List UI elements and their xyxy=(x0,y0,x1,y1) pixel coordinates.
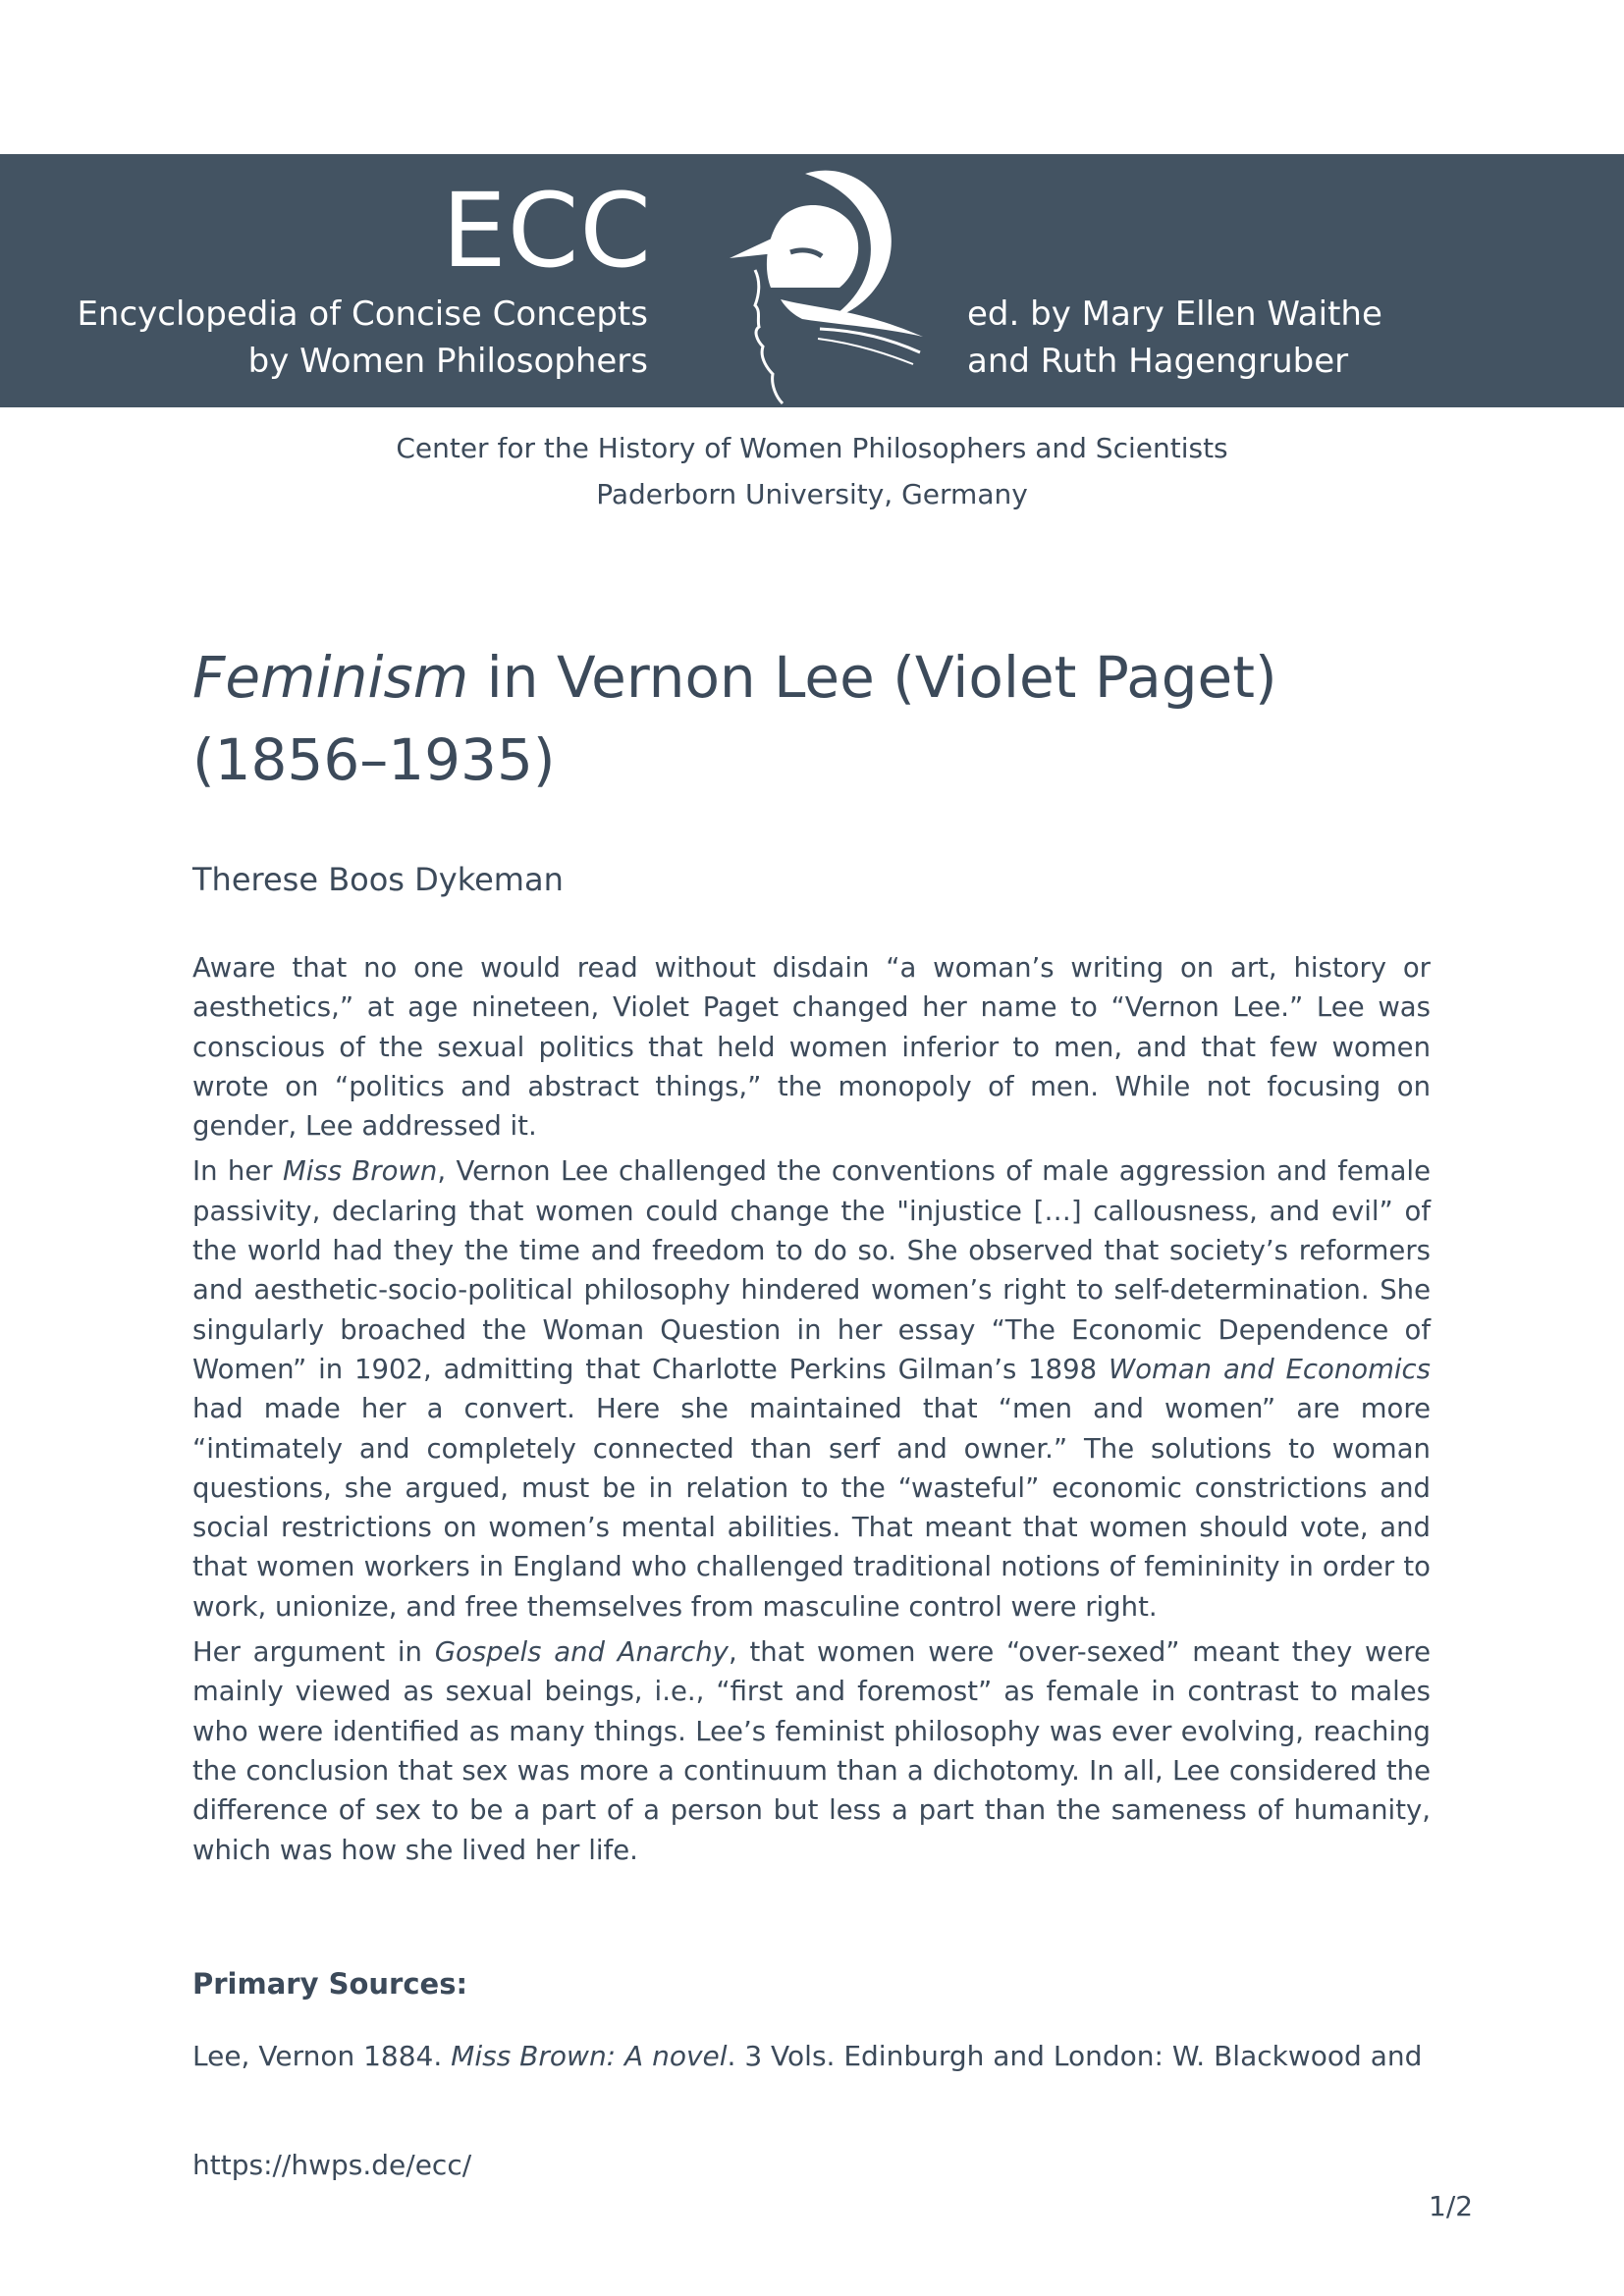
ecc-logo-text: ECC xyxy=(442,171,652,291)
italic-text-run: Miss Brown: A novel xyxy=(451,2040,728,2072)
article-author: Therese Boos Dykeman xyxy=(192,861,564,898)
text-run: , that women were “over-sexed” meant they were mainly viewed as sexual beings, i.e., “first and foremost” as female in contrast to males who were identified as many things. Lee’s feminist philosophy was ever evolving, reaching the conclusion that sex was more a continuum than a dichotomy. In all, Lee considered the difference of sex to be a part of a person but less a part than the sameness of humanity, which was how she lived her life. xyxy=(192,1636,1431,1866)
text-run: In her xyxy=(192,1155,283,1188)
article-title-rest: in Vernon Lee (Violet Paget) (1856–1935) xyxy=(192,644,1277,793)
article-body xyxy=(192,948,1431,1876)
institution-place: Paderborn University, Germany xyxy=(596,478,1028,510)
article-title-italic: Feminism xyxy=(192,644,469,711)
italic-text-run: Miss Brown xyxy=(283,1155,438,1188)
text-run: Lee, Vernon 1884. xyxy=(192,2040,452,2072)
primary-sources-heading: Primary Sources: xyxy=(192,1967,468,2001)
text-run: had made her a convert. Here she maintained that “men and women” are more “intimately and completely connected than serf and owner.” The solutions to woman questions, she argued, must be in relation to the “wasteful” economic constrictions and social restrictions on women’s mental abilities. That meant that women should vote, and that women workers in England who challenged traditional notions of femininity in order to work, unionize, and free themselves from masculine control were right. xyxy=(192,1393,1431,1623)
athena-helmet-profile-icon xyxy=(712,162,928,407)
institution-name: Center for the History of Women Philosophers and Scientists xyxy=(396,432,1228,464)
body-paragraph xyxy=(192,948,1431,1146)
text-run: . 3 Vols. Edinburgh and London: W. Blackwood and xyxy=(727,2040,1423,2072)
footer-url-link[interactable]: https://hwps.de/ecc/ xyxy=(192,2149,472,2181)
page-number: 1/2 xyxy=(1429,2190,1474,2222)
text-run: Aware that no one would read without disdain “a woman’s writing on art, history or aesthetics,” at age nineteen, Violet Paget changed her name to “Vernon Lee.” Lee was conscious of the sexual politics that held women inferior to men, and that few women wrote on “politics and abstract things,” the monopoly of men. While not focusing on gender, Lee addressed it. xyxy=(192,952,1431,1143)
body-paragraph xyxy=(192,1151,1431,1627)
body-paragraph xyxy=(192,1632,1431,1870)
text-run: , Vernon Lee challenged the conventions of male aggression and female passivity, declaring that women could change the "injustice […] callousness, and evil” of the world had they the time and freedom to do so. She observed that society’s reformers and aesthetic-socio-political philosophy hindered women’s right to self-determination. She singularly broached the Woman Question in her essay “The Economic Dependence of Women” in 1902, admitting that Charlotte Perkins Gilman’s 1898 xyxy=(192,1155,1431,1385)
series-title-line-2: by Women Philosophers xyxy=(247,342,648,381)
article-title xyxy=(192,636,1371,801)
source-entry xyxy=(192,2040,1431,2072)
editors-line-2: and Ruth Hagengruber xyxy=(967,342,1349,381)
italic-text-run: Gospels and Anarchy xyxy=(434,1636,729,1669)
italic-text-run: Woman and Economics xyxy=(1109,1353,1431,1385)
text-run: Her argument in xyxy=(192,1636,435,1669)
series-title-line-1: Encyclopedia of Concise Concepts xyxy=(77,294,648,334)
editors-line-1: ed. by Mary Ellen Waithe xyxy=(967,294,1382,334)
